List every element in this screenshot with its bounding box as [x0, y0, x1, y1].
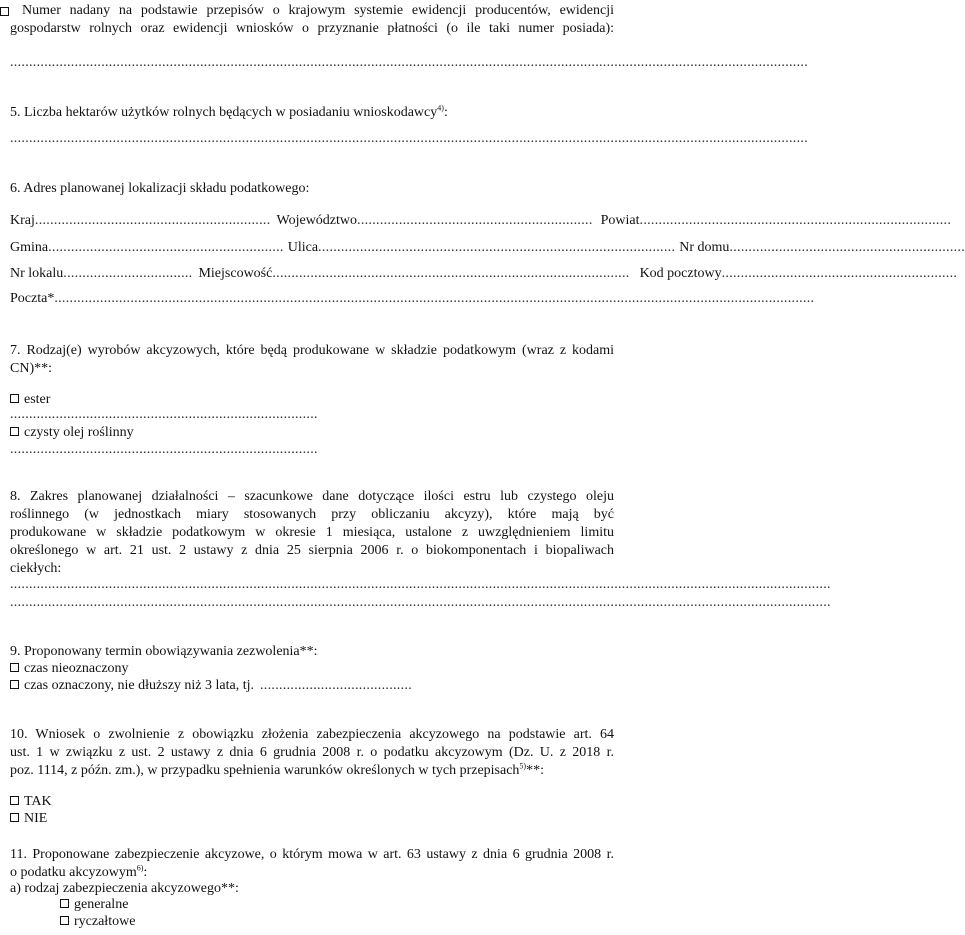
- ryczaltowe-label: ryczałtowe: [74, 914, 136, 929]
- powiat-label: Powiat: [600, 213, 640, 228]
- section7-line1: 7. Rodzaj(e) wyrobów akcyzowych, które będą produkowane w składzie podatkowym (wraz z kodami: [10, 343, 614, 358]
- nie-label: NIE: [24, 811, 48, 826]
- tak-checkbox[interactable]: [10, 796, 19, 805]
- option-nieoznaczony: [10, 660, 129, 678]
- ester-label: ester: [24, 392, 51, 407]
- section10-line2: ust. 1 w związku z ust. 2 ustawy z dnia 6 grudnia 2008 r. o podatku akcyzowym (Dz. U. z 2018 r.: [10, 745, 614, 760]
- section5-label: 5. Liczba hektarów użytków rolnych będących w posiadaniu wnioskodawcy$^{4)}$:: [10, 103, 448, 120]
- section8-field-2[interactable]: ........................................................................................................................................................................................................................: [10, 595, 831, 610]
- olej-checkbox[interactable]: [10, 427, 19, 436]
- nieoznaczony-label: czas nieoznaczony: [24, 661, 129, 676]
- section7-line2: CN)**:: [10, 361, 52, 376]
- section8-line3: produkowane w składzie podatkowym w okresie 1 miesiąca, ustalone z uwzględnieniem limitu: [10, 525, 614, 540]
- section8-line4: określonego w art. 21 ust. 2 ustawy z dnia 25 sierpnia 2006 r. o biokomponentach i biopaliwach: [10, 543, 614, 558]
- oznaczony-checkbox[interactable]: [10, 680, 19, 689]
- oznaczony-label: czas oznaczony, nie dłuższy niż 3 lata, tj.: [24, 678, 254, 693]
- ester-checkbox[interactable]: [10, 394, 19, 403]
- option-olej: [10, 424, 134, 442]
- miejscowosc-label: Miejscowość: [198, 266, 273, 281]
- tak-label: TAK: [24, 794, 52, 809]
- kod-pocztowy-field[interactable]: ..............................................................: [721, 266, 958, 281]
- wojewodztwo-label: Województwo: [276, 213, 358, 228]
- address-row-1: [10, 212, 952, 230]
- nr-domu-label: Nr domu: [679, 240, 730, 255]
- farm-number-line1: Numer nadany na podstawie przepisów o krajowym systemie ewidencji producentów, ewidencji: [10, 2, 614, 20]
- oznaczony-field[interactable]: ........................................: [260, 678, 412, 693]
- poczta-field[interactable]: ........................................................................................................................................................................................................: [54, 291, 815, 306]
- ester-field[interactable]: .................................................................................: [10, 407, 318, 422]
- gmina-field[interactable]: ..............................................................: [48, 240, 284, 255]
- farm-number-line2: gospodarstw rolnych oraz ewidencji wniosków o przyznanie płatności (o ile taki numer posiada):: [10, 21, 614, 36]
- address-row-4: [10, 290, 815, 308]
- address-row-3: [10, 265, 958, 283]
- section11-line1: 11. Proponowane zabezpieczenie akcyzowe, o którym mowa w art. 63 ustawy z dnia 6 grudnia 2008 r.: [10, 847, 614, 862]
- ulica-field[interactable]: ..............................................................................................: [318, 240, 676, 255]
- farm-number-checkbox[interactable]: [0, 7, 9, 16]
- option-ryczaltowe: [60, 913, 135, 931]
- wojewodztwo-field[interactable]: ..............................................................: [357, 213, 593, 228]
- kraj-field[interactable]: ..............................................................: [34, 213, 271, 228]
- option-oznaczony: [10, 677, 412, 695]
- nr-domu-field[interactable]: ..............................................................: [729, 240, 965, 255]
- section6-title: 6. Adres planowanej lokalizacji składu podatkowego:: [10, 181, 310, 196]
- kraj-label: Kraj: [10, 213, 35, 228]
- powiat-field[interactable]: ..................................................................................: [639, 213, 952, 228]
- miejscowosc-field[interactable]: ..............................................................................................: [272, 266, 630, 281]
- option-nie: [10, 810, 47, 828]
- section11-sub-a: a) rodzaj zabezpieczenia akcyzowego**:: [10, 881, 239, 896]
- section9-title: 9. Proponowany termin obowiązywania zezwolenia**:: [10, 644, 318, 659]
- gmina-label: Gmina: [10, 240, 49, 255]
- generalne-label: generalne: [74, 897, 129, 912]
- section8-line1: 8. Zakres planowanej działalności – szacunkowe dane dotyczące ilości estru lub czystego oleju: [10, 489, 614, 504]
- olej-label: czysty olej roślinny: [24, 425, 134, 440]
- option-tak: [10, 793, 52, 811]
- section5-field[interactable]: ..................................................................................................................................................................................................................: [10, 131, 808, 146]
- section11-line2: o podatku akcyzowym$^{6)}$:: [10, 863, 148, 880]
- section10-line3: poz. 1114, z późn. zm.), w przypadku spełnienia warunków określonych w tych przepisach$^{5)}$**:: [10, 761, 544, 778]
- nieoznaczony-checkbox[interactable]: [10, 663, 19, 672]
- nie-checkbox[interactable]: [10, 813, 19, 822]
- nr-lokalu-label: Nr lokalu: [10, 266, 64, 281]
- generalne-checkbox[interactable]: [60, 899, 69, 908]
- address-row-2: [10, 239, 965, 257]
- farm-number-field[interactable]: ..................................................................................................................................................................................................................: [10, 55, 808, 70]
- section8-field-1[interactable]: ........................................................................................................................................................................................................................: [10, 577, 831, 592]
- ulica-label: Ulica: [287, 240, 319, 255]
- olej-field[interactable]: .................................................................................: [10, 442, 318, 457]
- ryczaltowe-checkbox[interactable]: [60, 916, 69, 925]
- poczta-label: Poczta*: [10, 291, 55, 306]
- section8-line2: roślinnego (w jednostkach miary stosowanych przy obliczaniu akcyzy), które mają być: [10, 507, 614, 522]
- nr-lokalu-field[interactable]: ..................................: [63, 266, 193, 281]
- option-generalne: [60, 896, 128, 914]
- kod-pocztowy-label: Kod pocztowy: [639, 266, 722, 281]
- section10-line1: 10. Wniosek o zwolnienie z obowiązku złożenia zabezpieczenia akcyzowego na podstawie art. 64: [10, 727, 614, 742]
- section8-line5: ciekłych:: [10, 561, 62, 576]
